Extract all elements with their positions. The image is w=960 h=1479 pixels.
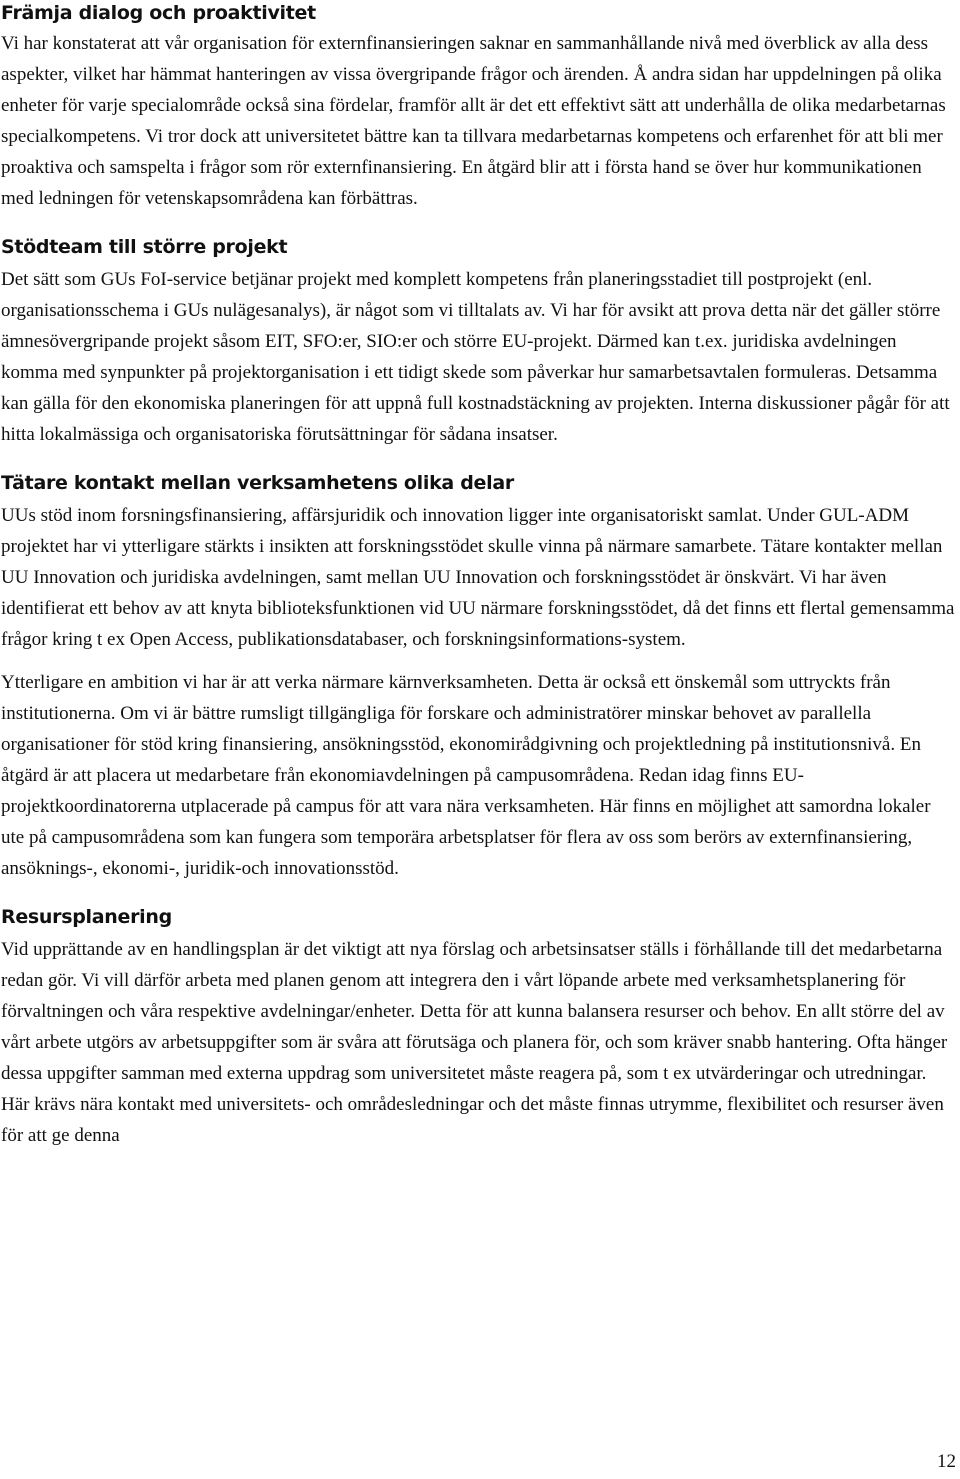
section-paragraph-kontakt-1: UUs stöd inom forsningsfinansiering, affärsjuridik och innovation ligger inte organisatoriskt samlat. Under GUL-ADM projektet har vi ytterligare stärkts i insikten att forskningsstödet skulle vinna på närmare samarbete. Tätare kontakter mellan UU Innovation och juridiska avdelningen, samt mellan UU Innovation och forskningsstödet är önskvärt. Vi har även identifierat ett behov av att knyta biblioteksfunktionen vid UU närmare forskningsstödet, då det finns ett flertal gemensamma frågor kring t ex Open Access, publikationsdatabaser, och forskningsinformations-system. bbox=[1, 505, 955, 650]
section-heading-dialog: Främja dialog och proaktivitet bbox=[1, 2, 316, 24]
page-number: 12 bbox=[937, 1451, 956, 1472]
section-paragraph-dialog: Vi har konstaterat att vår organisation för externfinansieringen saknar en sammanhållande nivå med överblick av alla dess aspekter, vilket har hämmat hanteringen av vissa övergripande frågor och ärenden. Å andra sidan har uppdelningen på olika enheter för varje specialområde också sina fördelar, framför allt är det ett effektivt sätt att underhålla de olika medarbetarnas specialkompetens. Vi tror dock att universitetet bättre kan ta tillvara medarbetarnas kompetens och erfarenhet för att bli mer proaktiva och samspelta i frågor som rör externfinansiering. En åtgärd blir att i första hand se över hur kommunikationen med ledningen för vetenskapsområdena kan förbättras. bbox=[1, 33, 946, 209]
section-paragraph-kontakt-2: Ytterligare en ambition vi har är att verka närmare kärnverksamheten. Detta är också ett önskemål som uttryckts från institutionerna. Om vi är bättre rumsligt tillgängliga för forskare och administratörer minskar behovet av parallella organisationer för stöd kring finansiering, ansökningsstöd, ekonomirådgivning och projektledning på institutionsnivå. En åtgärd är att placera ut medarbetare från ekonomiavdelningen på campusområdena. Redan idag finns EU-projektkoordinatorerna utplacerade på campus för att vara nära verksamheten. Här finns en möjlighet att samordna lokaler ute på campusområdena som kan fungera som temporära arbetsplatser för flera av oss som berörs av externfinansiering, ansöknings-, ekonomi-, juridik-och innovationsstöd. bbox=[1, 672, 931, 879]
section-heading-resursplanering: Resursplanering bbox=[1, 906, 172, 928]
section-heading-stodteam: Stödteam till större projekt bbox=[1, 236, 288, 258]
section-paragraph-stodteam: Det sätt som GUs FoI-service betjänar projekt med komplett kompetens från planeringsstadiet till postprojekt (enl. organisationsschema i GUs nulägesanalys), är något som vi tilltalats av. Vi har för avsikt att prova detta när det gäller större ämnesövergripande projekt såsom EIT, SFO:er, SIO:er och större EU-projekt. Därmed kan t.ex. juridiska avdelningen komma med synpunkter på projektorganisation i ett tidigt skede som påverkar hur samarbetsavtalen formuleras. Detsamma kan gälla för den ekonomiska planeringen för att uppnå full kostnadstäckning av projekten. Interna diskussioner pågår för att hitta lokalmässiga och organisatoriska förutsättningar för sådana insatser. bbox=[1, 269, 950, 445]
document-page bbox=[1, 0, 957, 1151]
section-heading-kontakt: Tätare kontakt mellan verksamhetens olika delar bbox=[1, 472, 514, 494]
section-paragraph-resursplanering: Vid upprättande av en handlingsplan är det viktigt att nya förslag och arbetsinsatser ställs i förhållande till det medarbetarna redan gör. Vi vill därför arbeta med planen genom att integrera den i vårt löpande arbete med verksamhetsplanering för förvaltningen och våra respektive avdelningar/enheter. Detta för att kunna balansera resurser och behov. En allt större del av vårt arbete utgörs av arbetsuppgifter som är svåra att förutsäga och planera för, och som kräver snabb hantering. Ofta hänger dessa uppgifter samman med externa uppdrag som universitetet måste reagera på, som t ex utvärderingar och utredningar. Här krävs nära kontakt med universitets- och områdesledningar och det måste finnas utrymme, flexibilitet och resurser även för att ge denna bbox=[1, 939, 948, 1146]
